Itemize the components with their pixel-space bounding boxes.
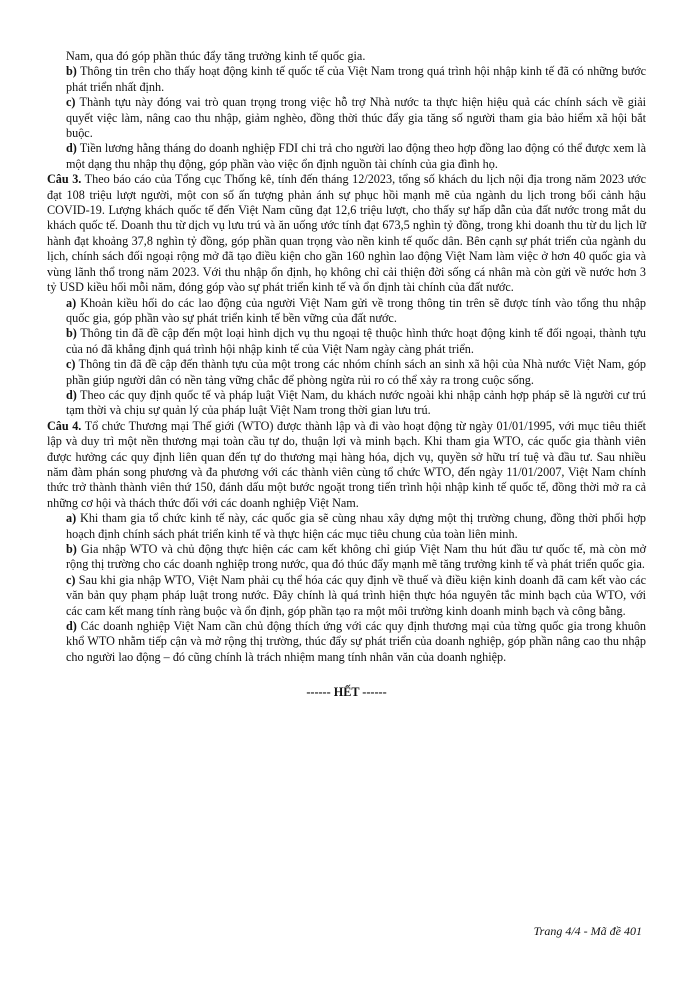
end-mark: ------ HẾT ------ [306,685,387,700]
option-label: a) [66,511,77,526]
option-label: d) [66,387,77,402]
question-3 [47,172,646,295]
q4-statement-a [47,511,646,542]
question-text: Tổ chức Thương mại Thế giới (WTO) được thành lập và đi vào hoạt động từ ngày 01/01/1995, với mục tiêu thiết lập và duy trì một nền thương mại toàn cầu tự do, thuận lợi và minh bạch. Khi tham gia WTO, các quốc gia thành viên được hưởng các quy định liên quan đến tự do thương mại hàng hóa, dịch vụ, quyền sở hữu trí tuệ và đầu tư. Sau nhiều năm đàm phán song phương và đa phương với các thành viên cùng tổ chức WTO, đến ngày 11/01/2007, Việt Nam chính thức trở thành thành viên thứ 150, đánh dấu một bước ngoặt trong tiến trình hội nhập kinh tế quốc tế, đồng thời mở ra cả những cơ hội và thách thức đối với các doanh nghiệp Việt Nam. [47,418,647,510]
paragraph-text: Nam, qua đó góp phần thúc đẩy tăng trưởng kinh tế quốc gia. [66,49,366,63]
statement-text: Các doanh nghiệp Việt Nam cần chủ động thích ứng với các quy định thương mại của từng quốc gia trong khuôn khổ WTO nhằm tiếp cận và mở rộng thị trường, thúc đẩy sự phát triển của doanh nghiệp, góp phần nâng cao thu nhập cho người lao động – đó cũng chính là trách nhiệm mang tính nhân văn của doanh nghiệp. [66,619,647,664]
exam-page [47,49,646,701]
question-label: Câu 4. [47,418,82,433]
statement-c-prev [47,95,646,141]
question-4 [47,419,646,511]
q3-statement-a [47,296,646,327]
question-label: Câu 3. [47,172,82,187]
statement-text: Khoản kiều hối do các lao động của người Việt Nam gửi về trong thông tin trên sẽ được tính vào tổng thu nhập quốc gia, góp phần vào sự phát triển kinh tế bền vững của đất nước. [66,295,647,325]
statement-d-prev [47,141,646,172]
q4-statement-b [47,542,646,573]
page-footer: Trang 4/4 - Mã đề 401 [533,924,642,938]
option-label: a) [66,295,77,310]
intro-continuation [47,49,646,64]
question-text: Theo báo cáo của Tổng cục Thống kê, tính đến tháng 12/2023, tổng số khách du lịch nội địa trong năm 2023 ước đạt 108 triệu lượt người, một con số ấn tượng phản ánh sự phục hồi mạnh mẽ của ngành du lịch trong bối cảnh hậu COVID-19. Lượng khách quốc tế đến Việt Nam cũng đạt 12,6 triệu lượt, cho thấy sự hấp dẫn của đất nước trong mắt du khách quốc tế. Doanh thu từ dịch vụ lưu trú và ăn uống ước tính đạt 673,5 nghìn tỷ đồng, trong khi doanh thu từ du lịch lữ hành đạt khoảng 37,8 nghìn tỷ đồng, góp phần quan trọng vào nền kinh tế quốc dân. Bên cạnh sự phát triển của ngành du lịch, chính sách đối ngoại rộng mở đã tạo điều kiện cho gần 160 nghìn lao động Việt Nam làm việc ở hơn 40 quốc gia và vùng lãnh thổ trong năm 2023. Với thu nhập ổn định, họ không chỉ cải thiện đời sống cá nhân mà còn gửi về nước hơn 3 tỷ USD kiều hối mỗi năm, đóng góp vào sự phát triển kinh tế và ổn định tài chính của đất nước. [47,172,646,295]
q4-statement-c [47,573,646,619]
statement-text: Gia nhập WTO và chủ động thực hiện các cam kết không chỉ giúp Việt Nam thu hút đầu tư quốc tế, mà còn mở rộng thị trường cho các doanh nghiệp trong nước, qua đó thúc đẩy mạnh mẽ tăng trưởng kinh tế và phát triển quốc gia. [66,542,647,572]
statement-text: Thông tin trên cho thấy hoạt động kinh tế quốc tế của Việt Nam trong quá trình hội nhập kinh tế đã có những bước phát triển nhất định. [66,64,646,94]
option-label: b) [66,326,77,341]
option-label: b) [66,542,77,556]
q3-statement-b [47,326,646,357]
q4-statement-d [47,619,646,665]
option-label: d) [66,141,77,156]
option-label: b) [66,64,77,79]
statement-text: Thông tin đã đề cập đến một loại hình dịch vụ thu ngoại tệ thuộc hình thức hoạt động kinh tế đối ngoại, thành tựu của nó đã khẳng định quá trình hội nhập kinh tế của Việt Nam ngày càng phát triển. [66,326,647,356]
option-label: c) [66,572,76,587]
q3-statement-c [47,357,646,388]
statement-text: Thông tin đã đề cập đến thành tựu của một trong các nhóm chính sách an sinh xã hội của Nhà nước Việt Nam, góp phần giúp người dân có nền tảng vững chắc để phòng ngừa rủi ro có thể xảy ra trong cuộc sống. [66,357,647,387]
q3-statement-d [47,388,646,419]
statement-text: Tiền lương hằng tháng do doanh nghiệp FDI chi trả cho người lao động theo hợp đồng lao động có thể được xem là một dạng thu nhập thụ động, góp phần vào việc ổn định nguồn tài chính của gia đình họ. [66,141,646,171]
statement-text: Theo các quy định quốc tế và pháp luật Việt Nam, du khách nước ngoài khi nhập cảnh hợp pháp sẽ là người cư trú tạm thời và chịu sự quản lý của pháp luật Việt Nam trong thời gian lưu trú. [66,387,646,418]
statement-text: Khi tham gia tổ chức kinh tế này, các quốc gia sẽ cùng nhau xây dựng một thị trường chung, đồng thời phối hợp hoạch định chính sách phát triển kinh tế và thực hiện các mục tiêu chung của toàn liên minh. [66,511,646,541]
option-label: c) [66,95,76,110]
statement-b-prev [47,64,646,95]
option-label: d) [66,619,77,634]
statement-text: Thành tựu này đóng vai trò quan trọng trong việc hỗ trợ Nhà nước ta thực hiện hiệu quả các chính sách về giải quyết việc làm, nâng cao thu nhập, giảm nghèo, đồng thời thúc đẩy gia tăng số người tham gia bảo hiểm xã hội bắt buộc. [66,95,647,141]
statement-text: Sau khi gia nhập WTO, Việt Nam phải cụ thể hóa các quy định về thuế và điều kiện kinh doanh đã cam kết vào các văn bản quy phạm pháp luật trong nước. Đây chính là quá trình hiện thực hóa nguyên tắc minh bạch của WTO, với các cam kết mang tính ràng buộc và ổn định, góp phần tạo ra một môi trường kinh doanh minh bạch và công bằng. [66,572,647,618]
option-label: c) [66,357,76,372]
